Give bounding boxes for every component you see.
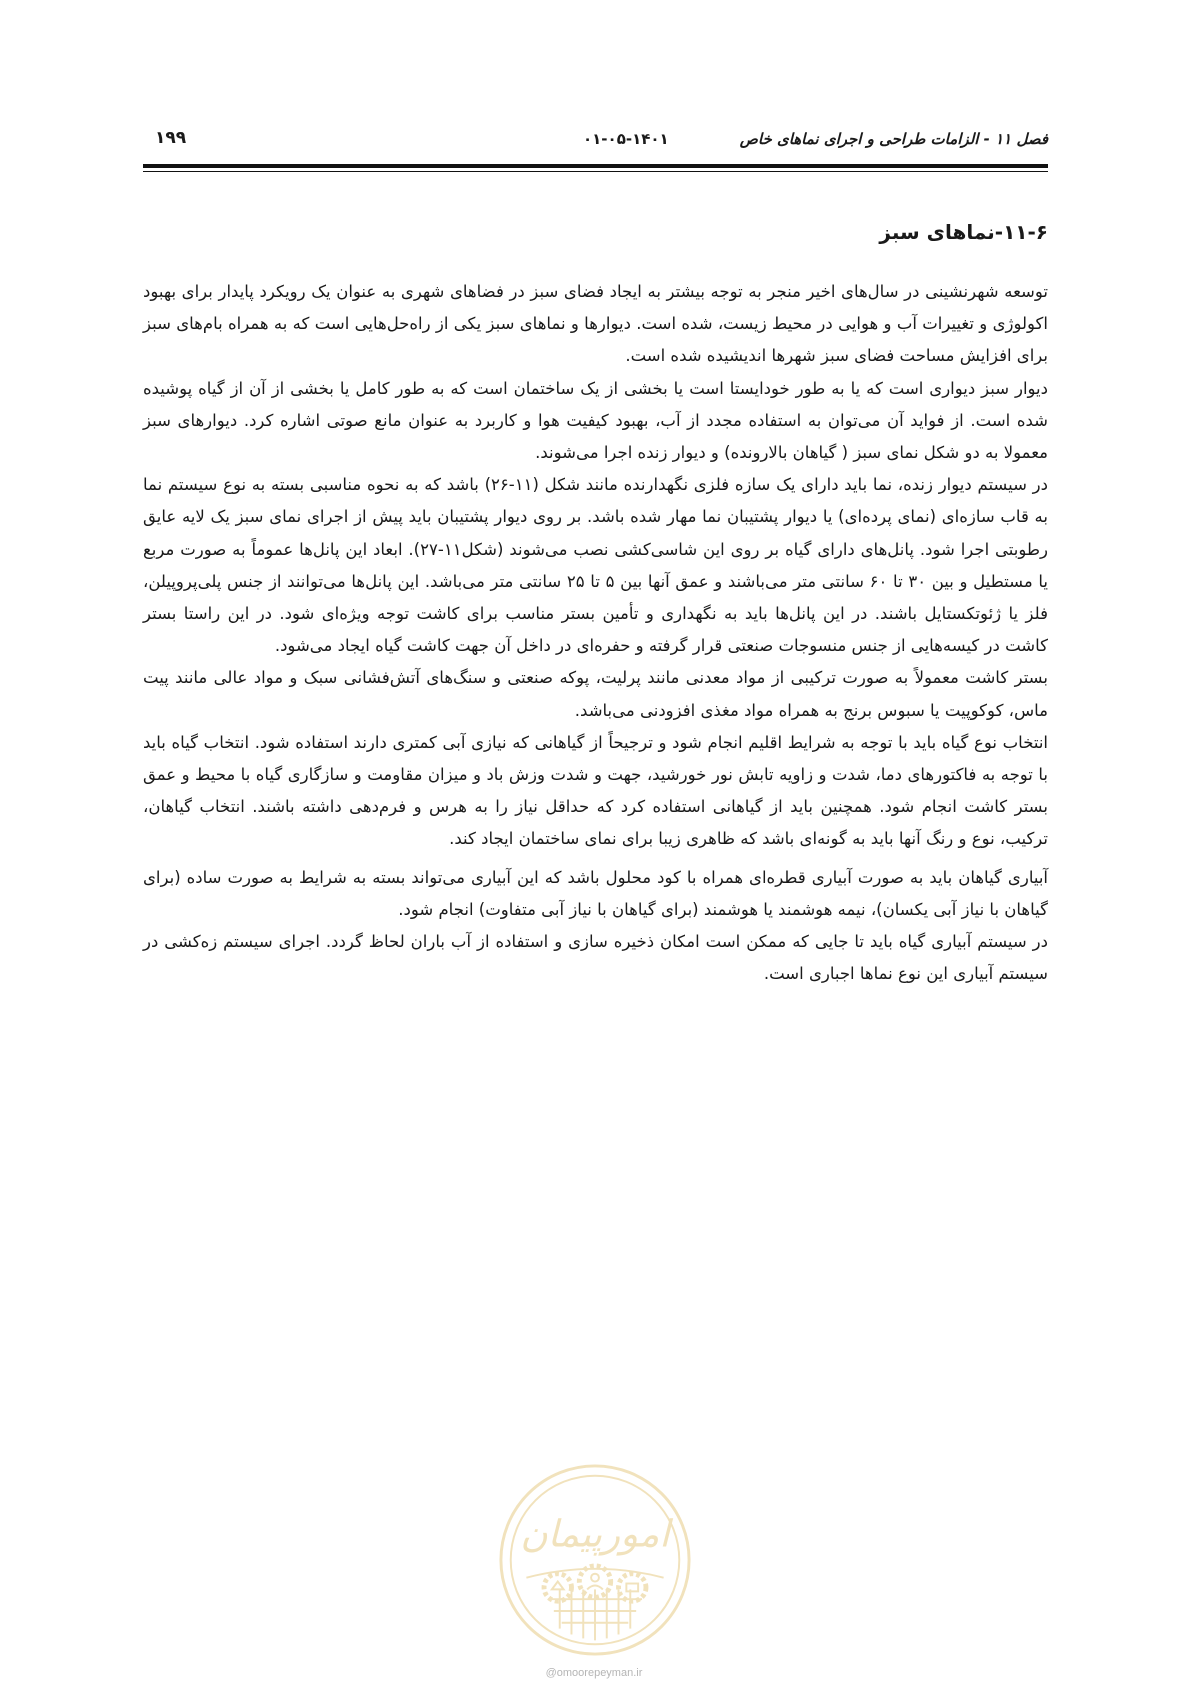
paragraph-3: در سیستم دیوار زنده، نما باید دارای یک سازه فلزی نگهدارنده مانند شکل (۱۱-۲۶) باشد که به نحوه مناسبی بسته به نوع سیستم نما به قاب سازه‌ای (نمای پرده‌ای) یا دیوار پشتیبان نما مهار شده باشد. بر روی دیوار پشتیبان باید پیش از اجرای نمای سبز یک لایه عایق رطوبتی اجرا شود. پانل‌های دارای گیاه بر روی این شاسی‌کشی نصب می‌شوند (شکل۱۱-۲۷). ابعاد این پانل‌ها عموماً به صورت مربع یا مستطیل و بین ۳۰ تا ۶۰ سانتی متر می‌باشند و عمق آنها بین ۵ تا ۲۵ سانتی متر می‌باشد. این پانل‌ها می‌توانند از جنس پلی‌پروپیلن، فلز یا ژئوتکستایل باشند. در این پانل‌ها باید به نگهداری و تأمین بستر مناسب برای کاشت توجه ویژه‌ای شود. در این راستا بستر کاشت در کیسه‌هایی از جنس منسوجات صنعتی قرار گرفته و حفره‌ای در داخل آن جهت کاشت گیاه ایجاد می‌شود. <box>143 475 1048 656</box>
chapter-title: فصل ۱۱ - الزامات طراحی و اجرای نماهای خاص <box>739 130 1048 148</box>
page-header <box>143 126 1048 156</box>
paragraph-1: توسعه شهرنشینی در سال‌های اخیر منجر به توجه بیشتر به ایجاد فضای سبز در فضاهای شهری به عنوان یک رویکرد پایدار برای بهبود اکولوژی و تغییرات آب و هوایی در محیط زیست، شده است. دیوارها و نماهای سبز یکی از راه‌حل‌هایی است که به همراه بام‌های سبز برای افزایش مساحت فضای سبز شهرها اندیشیده شده است. <box>143 282 1048 366</box>
paragraph-2: دیوار سبز دیواری است که یا به طور خودایستا است یا بخشی از یک ساختمان است که به طور کامل یا بخشی از آن از گیاه پوشیده شده است. از فواید آن می‌توان به استفاده مجدد از آب، بهبود کیفیت هوا و کاربرد به عنوان مانع صوتی اشاره کرد. دیوارهای سبز معمولا به دو شکل نمای سبز ( گیاهان بالارونده) و دیوار زنده اجرا می‌شوند. <box>143 378 1048 463</box>
paragraph-6: آبیاری گیاهان باید به صورت آبیاری قطره‌ای همراه با کود محلول باشد که این آبیاری می‌تواند بسته به شرایط به صورت ساده (برای گیاهان با نیاز آبی یکسان)، نیمه هوشمند یا هوشمند (برای گیاهان با نیاز آبی متفاوت) انجام شود. <box>143 867 1048 919</box>
header-rule-thick <box>143 164 1048 168</box>
seal-logo-icon <box>497 1462 693 1658</box>
header-rule-thin <box>143 171 1048 172</box>
paragraph-5: انتخاب نوع گیاه باید با توجه به شرایط اقلیم انجام شود و ترجیحاً از گیاهانی که نیازی آبی کمتری دارند استفاده شود. انتخاب گیاه باید با توجه به فاکتورهای دما، شدت و زاویه تابش نور خورشید، جهت و شدت وزش باد و میزان مقاومت و سازگاری گیاه با محیط و عمق بستر کاشت انجام شود. همچنین باید از گیاهانی استفاده کرد که حداقل نیاز را به هرس و فرم‌دهی داشته باشند. انتخاب گیاهان، ترکیب، نوع و رنگ آنها باید به گونه‌ای باشد که ظاهری زیبا برای نمای ساختمان ایجاد کند. <box>143 732 1048 849</box>
svg-text:امورپیمان: امورپیمان <box>520 1511 670 1556</box>
paragraph-7: در سیستم آبیاری گیاه باید تا جایی که ممکن است امکان ذخیره سازی و استفاده از آب باران لحاظ گردد. اجرای سیستم زه‌کشی در سیستم آبیاری این نوع نماها اجباری است. <box>143 932 1048 984</box>
body-text <box>143 276 1048 990</box>
watermark-text: @omoorepeyman.ir <box>545 1667 643 1679</box>
section-title: ۱۱-۶-نماهای سبز <box>879 220 1048 244</box>
revision-date: ۰۱-۰۵-۱۴۰۱ <box>583 130 669 148</box>
page-number: ۱۹۹ <box>155 128 187 148</box>
paragraph-4: بستر کاشت معمولاً به صورت ترکیبی از مواد معدنی مانند پرلیت، پوکه صنعتی و سنگ‌های آتش‌فشانی سبک و مواد عالی مانند پیت ماس، کوکوپیت یا سبوس برنج به همراه مواد مغذی افزودنی می‌باشد. <box>143 668 1048 720</box>
